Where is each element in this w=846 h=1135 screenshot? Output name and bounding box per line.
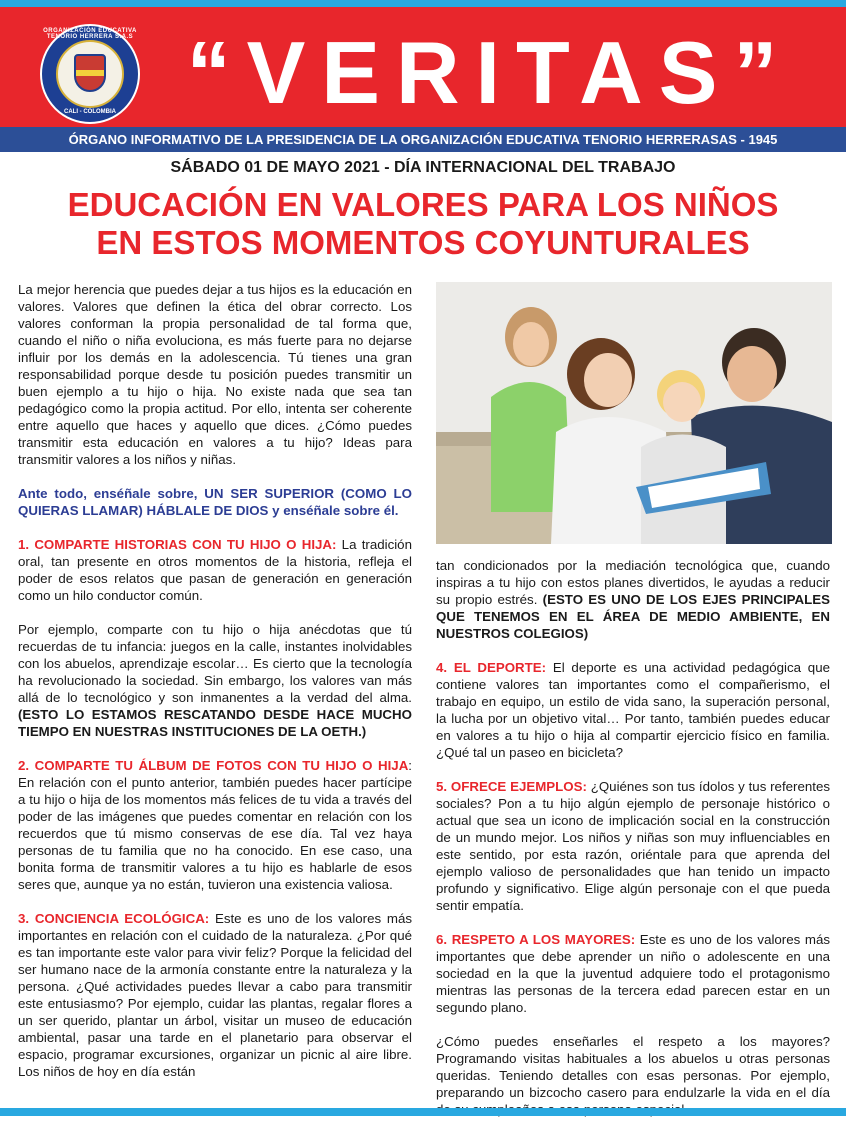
bottom-stripe — [0, 1108, 846, 1116]
section-3-heading: 3. CONCIENCIA ECOLÓGICA: — [18, 911, 210, 926]
newsletter-title: “VERITAS” — [186, 23, 794, 122]
headline-line-1: EDUCACIÓN EN VALORES PARA LOS NIÑOS — [67, 186, 779, 223]
section-4-text: El deporte es una actividad pedagógica que contiene valores tan importantes como el compañerismo, el trabajo en equipo, un estilo de vida sano, la superación personal, la lucha por un objetivo vital… Por tanto, también puedes educar en valores a tu hijo o hija al compartir ejercicio físico en familia. ¿Qué tal un paseo en bicicleta? — [436, 660, 830, 760]
seal-text-bottom: CALI - COLOMBIA — [64, 109, 116, 115]
shield-icon — [74, 54, 106, 92]
section-2-text: : En relación con el punto anterior, también puedes hacer partícipe a tu hijo o hija de los momentos más felices de tu vida a través del poder de las imágenes que puedes comentar en relación con los recuerdos que tú mismo conservas de ese día. Tal vez haya personas de tu familia que no ha conocido. En ese caso, una bonita forma de transmitir valores a tu hijo es hablarle de esos seres que, aunque ya no están, tuvieron una existencia valiosa. — [18, 758, 412, 892]
section-5-text: ¿Quiénes son tus ídolos y tus referentes sociales? Pon a tu hijo algún ejemplo de personaje histórico o actual que sea un icono de implicación social en la construcción de un mundo mejor. Los niños y niñas son muy influenciables en este sentido, por esta razón, oriéntale para que aprenda del ejemplo valioso de personalidades que han tenido un impacto profundo y significativo. Elige algún personaje con el que pueda sentir empatía. — [436, 779, 830, 913]
newsletter-subtitle: ÓRGANO INFORMATIVO DE LA PRESIDENCIA DE LA ORGANIZACIÓN EDUCATIVA TENORIO HERRERASAS - 1945 — [0, 127, 846, 152]
intro-paragraph: La mejor herencia que puedes dejar a tus hijos es la educación en valores. Valores que definen la ética del obrar correcto. Los valores conforman la propia personalidad de tal forma que, cuando el niño o niña evoluciona, es más fuerte para no dejarse influir por los demás en la adolescencia. Tú tienes una gran responsabilidad porque desde tu posición puedes transmitir un buen ejemplo a tu hijo o hija. No existe nada que sea tan pedagógico como la propia actitud. Por ello, intenta ser coherente entre aquello que haces y aquello que dices. ¿Cómo puedes transmitir esta educación en valores a tu hijo? Ideas para transmitir valores a los niños y niñas. — [18, 282, 412, 467]
organization-seal — [40, 24, 140, 124]
section-5 — [436, 778, 830, 914]
section-1-p2-text: Por ejemplo, comparte con tu hijo o hija anécdotas que tú recuerdas de tu infancia: juegos en la calle, instantes inolvidables con los abuelos, aprendizaje escolar… Es cierto que la tecnología ha revolucionado la sociedad. Sin embargo, los valores van más allá de lo tecnológico y son inmanentes a la verdad del alma. — [18, 622, 412, 705]
section-3-cont-bold: (ESTO ES UNO DE LOS EJES PRINCIPALES QUE TENEMOS EN EL ÁREA DE MEDIO AMBIENTE, EN NUESTROS COLEGIOS) — [436, 592, 830, 641]
left-column — [18, 281, 412, 1097]
family-reading-photo — [436, 282, 832, 544]
intro-callout: Ante todo, enséñale sobre, UN SER SUPERIOR (COMO LO QUIERAS LLAMAR) HÁBLALE DE DIOS y enséñale sobre él. — [18, 486, 412, 518]
section-1 — [18, 536, 412, 604]
section-5-heading: 5. OFRECE EJEMPLOS: — [436, 779, 587, 794]
section-6-paragraph-2: ¿Cómo puedes enseñarles el respeto a los mayores? Programando visitas habituales a los abuelos u otras personas queridas. Teniendo detalles con esas personas. Por ejemplo, preparando un bizcocho casero para endulzarle la vida en el día — [436, 1034, 830, 1100]
article-headline — [10, 186, 836, 262]
section-3-continued — [436, 557, 830, 642]
section-6 — [436, 931, 830, 1016]
headline-line-2: EN ESTOS MOMENTOS COYUNTURALES — [96, 224, 750, 261]
top-stripe — [0, 0, 846, 7]
family-illustration — [436, 282, 832, 544]
section-3-cont-text: tan condicionados por la mediación tecnológica que, cuando inspiras a tu hijo con estos planes divertidos, le ayudas a reducir su propio estrés. — [436, 558, 830, 607]
section-6-heading: 6. RESPETO A LOS MAYORES: — [436, 932, 636, 947]
masthead — [0, 7, 846, 127]
section-6-text: Este es uno de los valores más importantes que debe aprender un niño o adolescente en una sociedad en la que la juventud adquiere todo el protagonismo mientras las personas de la tercera edad parecen estar en un segundo plano. — [436, 932, 830, 1015]
seal-text-top: ORGANIZACIÓN EDUCATIVA TENORIO HERRERA S.A.S — [43, 28, 137, 40]
section-1-p2-bold: (ESTO LO ESTAMOS RESCATANDO DESDE HACE MUCHO TIEMPO EN NUESTRAS INSTITUCIONES DE LA OETH.) — [18, 707, 412, 739]
issue-date: SÁBADO 01 DE MAYO 2021 - DÍA INTERNACIONAL DEL TRABAJO — [170, 159, 676, 176]
section-2-heading: 2. COMPARTE TU ÁLBUM DE FOTOS CON TU HIJO O HIJA — [18, 758, 409, 773]
seal-emblem — [56, 40, 124, 108]
section-1-paragraph-2 — [18, 621, 412, 740]
section-4-heading: 4. EL DEPORTE: — [436, 660, 547, 675]
section-2 — [18, 757, 412, 893]
section-4 — [436, 659, 830, 761]
right-column — [436, 557, 830, 1135]
section-3-text: Este es uno de los valores más importantes en relación con el cuidado de la naturaleza. ¿Por qué es tan importante este valor para vivir feliz? Porque la felicidad del ser humano nace de la armonía constante entre la naturaleza y la persona. ¿Qué actividades puedes llevar a cabo para transmitir este entusiasmo? Por ejemplo, cuidar las plantas, regalar flores a un ser querido, plantar un árbol, visitar un museo de educación ambiental, pasar una tarde en el planetario para observar el espacio, programar excursiones, organizar un picnic al aire libre. Los niños de hoy en día están — [18, 911, 412, 1079]
section-1-heading: 1. COMPARTE HISTORIAS CON TU HIJO O HIJA: — [18, 537, 337, 552]
section-3 — [18, 910, 412, 1080]
section-1-text: La tradición oral, tan presente en otros momentos de la historia, refleja el poder de esos relatos que pasan de generación en generación como un hilo conductor común. — [18, 537, 412, 603]
